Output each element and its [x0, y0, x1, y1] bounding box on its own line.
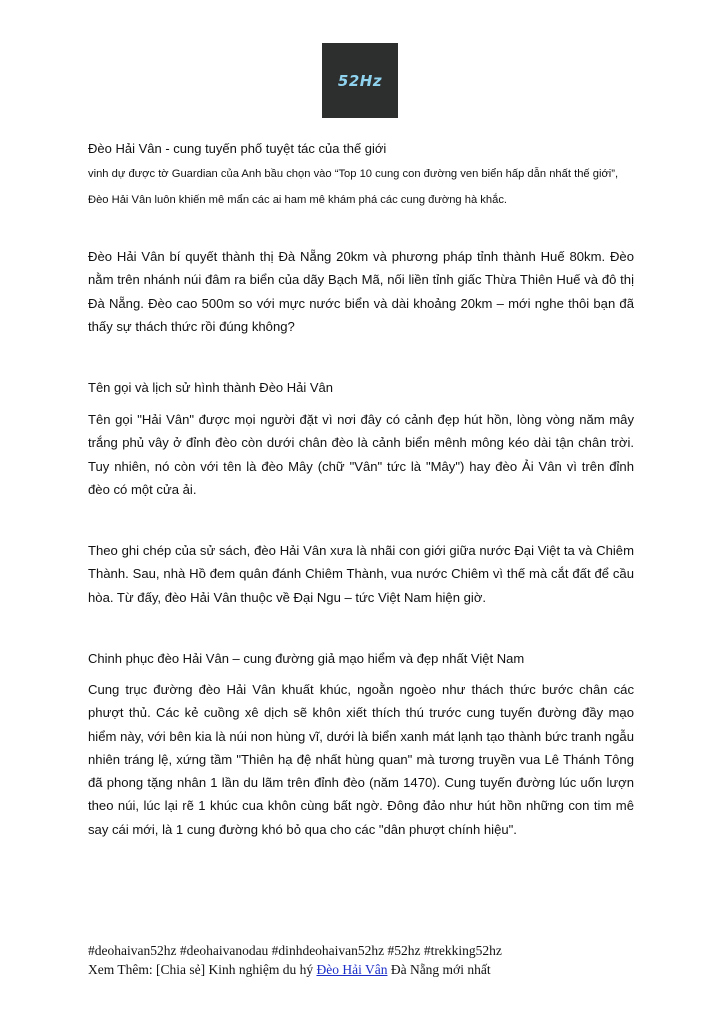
footer-hashtags: #deohaivan52hz #deohaivanodau #dinhdeohaivan52hz #52hz #trekking52hz	[88, 943, 502, 958]
paragraph-1: Đèo Hải Vân bí quyết thành thị Đà Nẵng 20km và phương pháp tỉnh thành Huế 80km. Đèo nằm trên nhánh núi đâm ra biển của dãy Bạch Mã, nối liền tỉnh giấc Thừa Thiên Huế và đô thị Đà Nẵng. Đèo cao 500m so với mực nước biển và dài khoảng 20km – mới nghe thôi bạn đã thấy sự thách thức rồi đúng không?	[88, 249, 634, 334]
intro-text: vinh dự được tờ Guardian của Anh bầu chọn vào “Top 10 cung con đường ven biển hấp dẫn nhất thế giới”, Đèo Hải Vân luôn khiến mê mẩn các ai ham mê khám phá các cung đường hà khắc.	[88, 168, 619, 206]
see-more-prefix: Xem Thêm: [Chia sẻ] Kinh nghiệm du hý	[88, 962, 317, 977]
see-more-suffix: Đà Nẵng mới nhất	[387, 962, 491, 977]
intro-title: Đèo Hải Vân - cung tuyến phố tuyệt tác của thế giới	[88, 141, 387, 156]
logo-text: 52Hz	[337, 71, 383, 90]
heading-conquer: Chinh phục đèo Hải Vân – cung đường giả mạo hiểm và đẹp nhất Việt Nam	[88, 651, 525, 666]
paragraph-4: Cung trục đường đèo Hải Vân khuất khúc, ngoằn ngoèo như thách thức bước chân các phượt thủ. Các kẻ cuồng xê dịch sẽ khôn xiết thích thú trước cung tuyến đường đầy mạo hiểm này, với bên kia là núi non hùng vĩ, dưới là biển xanh mát lạnh tạo thành bức tranh ngẫu nhiên tráng lệ, xứng tầm "Thiên hạ đệ nhất hùng quan" mà tương truyền vua Lê Thánh Tông đã phong tặng nhân 1 lần du lãm trên đỉnh đèo (năm 1470). Cung tuyến đường lúc uốn lượn theo núi, lúc lại rẽ 1 khúc cua khôn cùng bất ngờ. Đông đảo như hút hồn những con tim mê say cái mới, là 1 cung đường khó bỏ qua cho các "dân phượt chính hiệu".	[88, 682, 634, 837]
paragraph-2: Tên gọi "Hải Vân" được mọi người đặt vì nơi đây có cảnh đẹp hút hồn, lòng vòng năm mây trắng phủ vây ở đỉnh đèo còn dưới chân đèo là cảnh biển mênh mông kéo dài tận chân trời. Tuy nhiên, nó còn với tên là đèo Mây (chữ "Vân" tức là "Mây") hay đèo Ải Vân vì trên đỉnh đèo có một cửa ải.	[88, 412, 634, 497]
brand-logo	[322, 43, 398, 118]
paragraph-3: Theo ghi chép của sử sách, đèo Hải Vân xưa là nhãi con giới giữa nước Đại Việt ta và Chiêm Thành. Sau, nhà Hồ đem quân đánh Chiêm Thành, vua nước Chiêm vì thế mà cắt đất để cầu hòa. Từ đấy, đèo Hải Vân thuộc về Đại Ngu – tức Việt Nam hiện giờ.	[88, 543, 634, 605]
hai-van-link[interactable]: Đèo Hải Vân	[316, 962, 388, 977]
heading-name-history: Tên gọi và lịch sử hình thành Đèo Hải Vân	[88, 380, 334, 395]
footer-see-more	[88, 960, 648, 979]
